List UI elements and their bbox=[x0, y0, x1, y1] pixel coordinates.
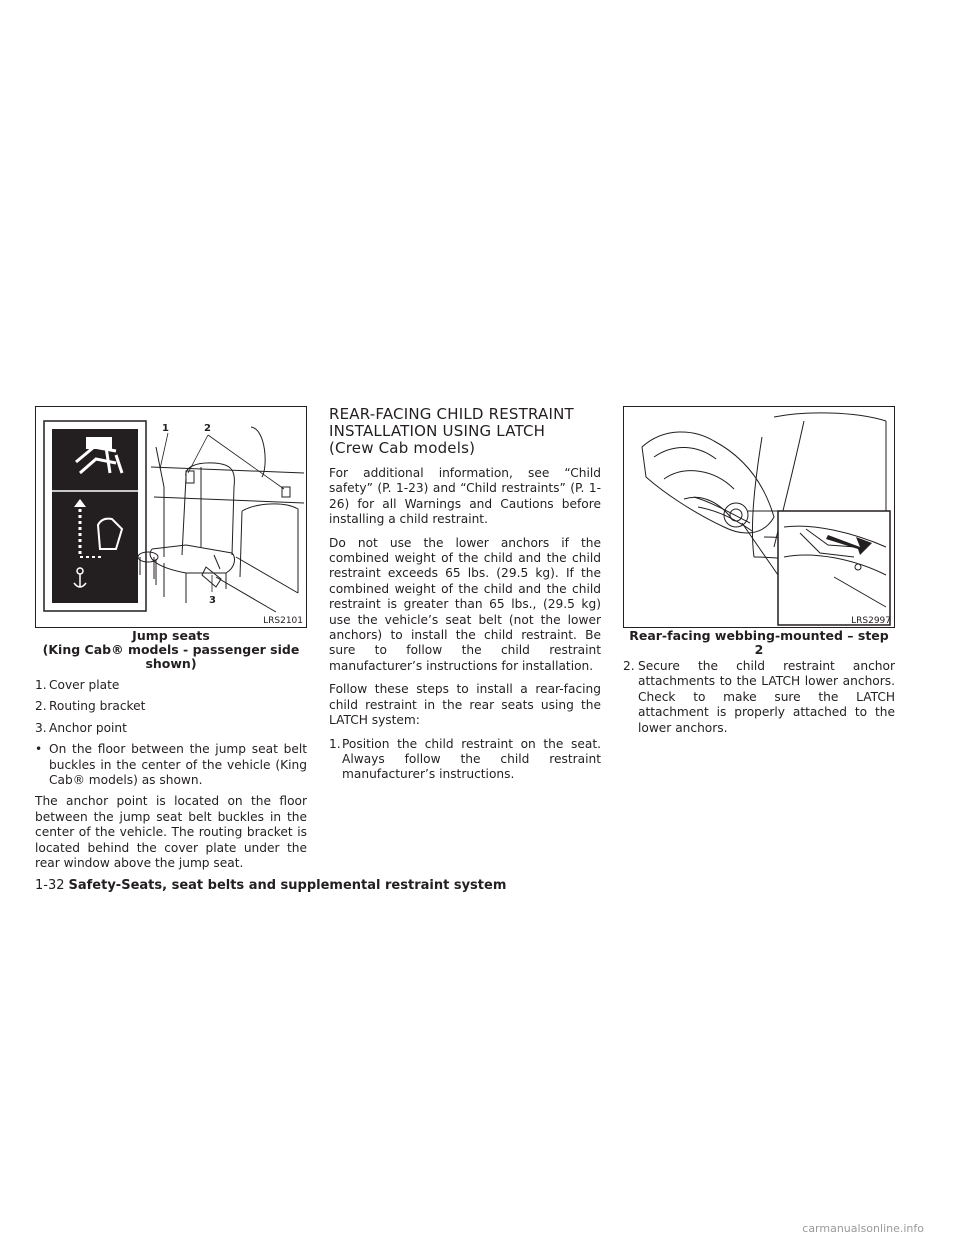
figure-code: LRS2101 bbox=[263, 616, 303, 626]
heading-line: INSTALLATION USING LATCH bbox=[329, 422, 546, 440]
list-number: 2. bbox=[35, 699, 47, 714]
rear-facing-figure bbox=[623, 406, 895, 628]
step-text: Secure the child restraint anchor attachments to the LATCH lower anchors. Check to make sure the LATCH attachment is properly attached to the lower anchors. bbox=[638, 659, 895, 735]
page-number: 1-32 bbox=[35, 878, 65, 893]
figure-code: LRS2997 bbox=[851, 616, 891, 626]
label-1: 1 bbox=[162, 423, 169, 434]
caption-line: (King Cab® models - passenger side bbox=[42, 642, 300, 657]
step-item bbox=[329, 737, 601, 783]
figure-caption bbox=[35, 629, 307, 671]
parts-list bbox=[35, 678, 307, 788]
list-text: Cover plate bbox=[49, 678, 120, 692]
list-item bbox=[35, 721, 307, 736]
list-number: 1. bbox=[35, 678, 47, 692]
step-number: 1. bbox=[329, 736, 341, 751]
list-text: Routing bracket bbox=[49, 699, 146, 714]
list-item bbox=[35, 678, 307, 693]
body-paragraph: Follow these steps to install a rear-facing child restraint in the rear seats using the LATCH system: bbox=[329, 682, 601, 728]
body-paragraph: Do not use the lower anchors if the combined weight of the child and the child restraint exceeds 65 lbs. (29.5 kg). If the combined weight of the child and the child restraint is greater than 65 lbs., (29.5 kg) use the vehicle’s seat belt (not the lower anchors) to install the child restraint. Be sure to follow the child restraint manufacturer’s instructions for installation. bbox=[329, 535, 601, 673]
column-right bbox=[623, 406, 895, 742]
section-heading bbox=[329, 406, 601, 457]
step-item bbox=[623, 659, 895, 736]
label-2: 2 bbox=[204, 423, 211, 434]
watermark: carmanualsonline.info bbox=[802, 1222, 924, 1235]
caption-line: shown) bbox=[145, 656, 197, 671]
list-item bbox=[35, 699, 307, 714]
jump-seat-figure bbox=[35, 406, 307, 628]
column-middle bbox=[329, 406, 601, 789]
body-paragraph: For additional information, see “Child safety” (P. 1-23) and “Child restraints” (P. 1-26) for all Warnings and Cautions before installing a child restraint. bbox=[329, 466, 601, 527]
list-number: 3. bbox=[35, 720, 47, 735]
list-text: On the floor between the jump seat belt buckles in the center of the vehicle (King Cab® models) as shown. bbox=[49, 742, 307, 788]
list-bullet: • bbox=[35, 742, 43, 757]
column-left bbox=[35, 406, 307, 879]
anchor-paragraph: The anchor point is located on the floor between the jump seat belt buckles in the center of the vehicle. The routing bracket is located behind the cover plate under the rear window above the jump seat. bbox=[35, 794, 307, 871]
list-item bbox=[35, 742, 307, 788]
jump-seat-illustration bbox=[36, 407, 306, 627]
heading-line: (Crew Cab models) bbox=[329, 439, 476, 457]
page-footer bbox=[35, 878, 506, 893]
figure-caption bbox=[623, 629, 895, 657]
label-3: 3 bbox=[209, 595, 216, 606]
step-number: 2. bbox=[623, 659, 635, 673]
rear-facing-illustration bbox=[624, 407, 894, 627]
caption-line: Rear-facing webbing-mounted – step 2 bbox=[629, 628, 889, 657]
heading-line: REAR-FACING CHILD RESTRAINT bbox=[329, 405, 574, 423]
section-title: Safety-Seats, seat belts and supplemental restraint system bbox=[68, 878, 507, 893]
list-text: Anchor point bbox=[49, 720, 127, 735]
step-text: Position the child restraint on the seat. Always follow the child restraint manufacturer’s instructions. bbox=[342, 736, 601, 782]
caption-line: Jump seats bbox=[132, 628, 210, 643]
